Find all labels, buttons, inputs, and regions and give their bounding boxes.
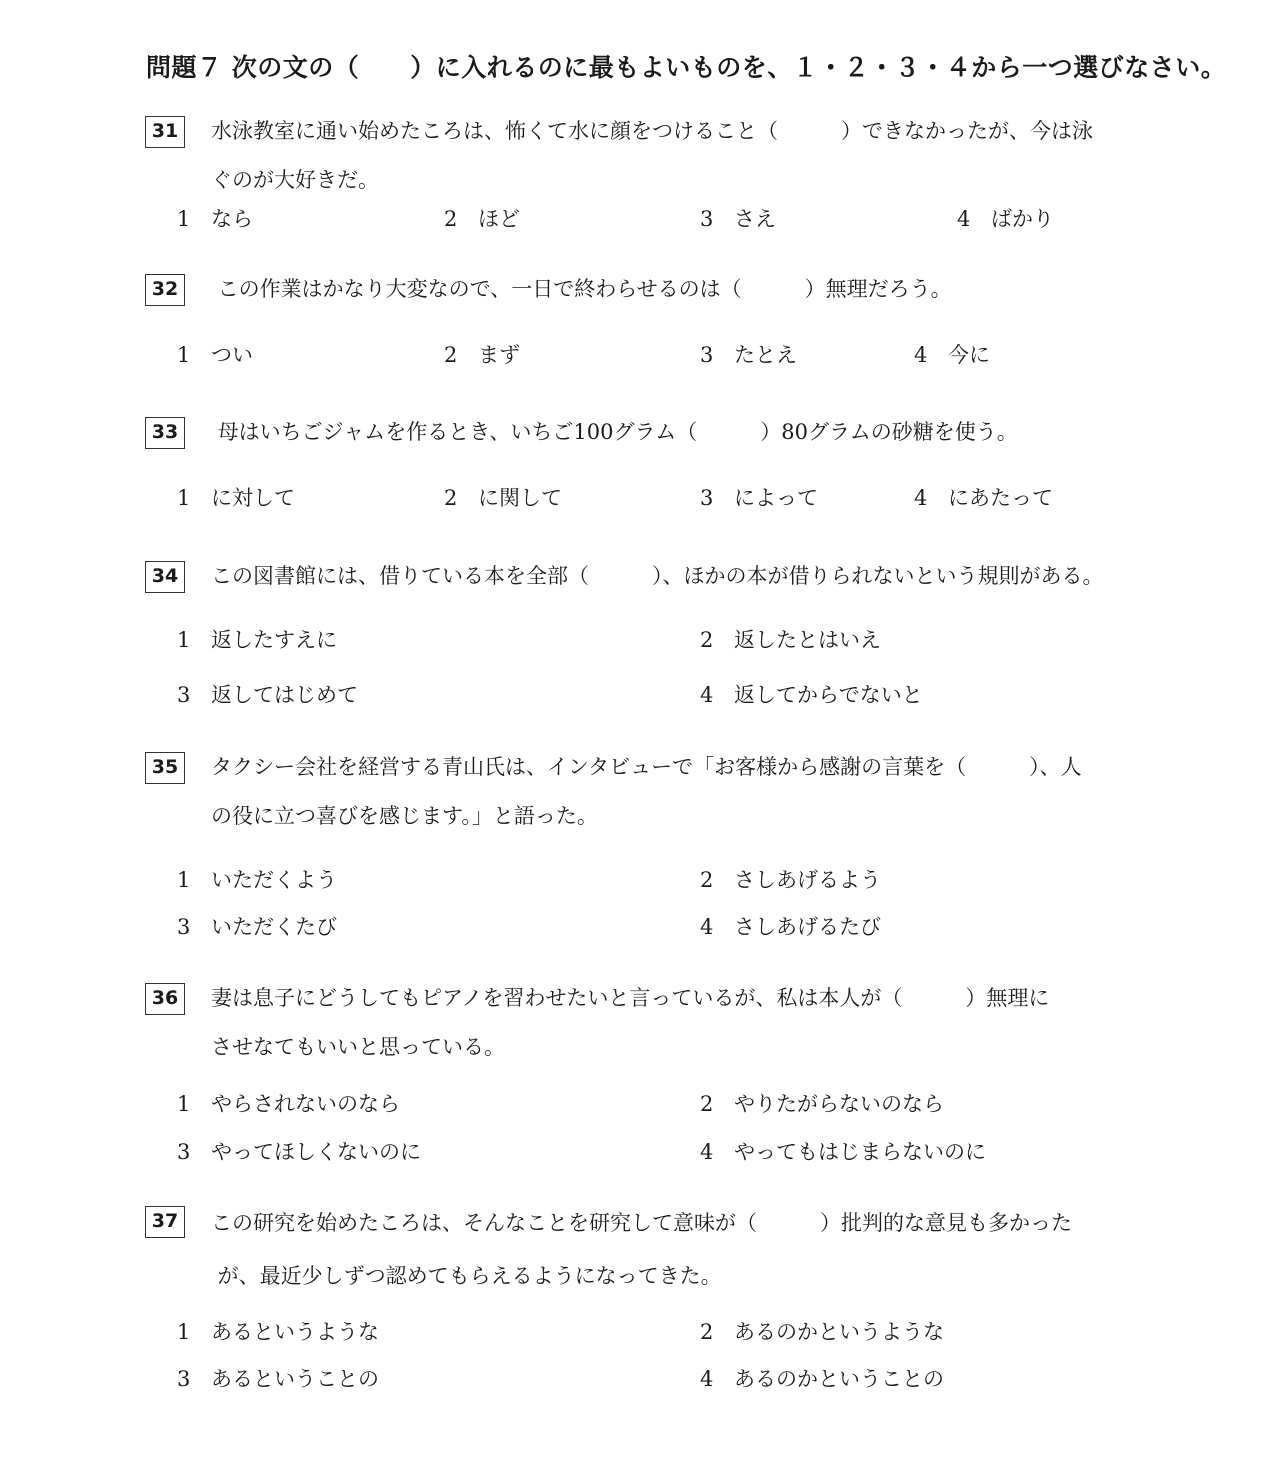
option[interactable] <box>700 864 881 894</box>
option[interactable] <box>700 482 818 512</box>
question-text <box>211 743 1156 841</box>
option-text: やってもはじまらないのに <box>734 1140 986 1164</box>
option[interactable] <box>177 679 358 709</box>
option[interactable] <box>957 203 1054 233</box>
option-number: 4 <box>700 683 714 707</box>
question-text <box>211 408 1156 457</box>
option-number: 2 <box>700 1320 714 1344</box>
option-text: やらされないのなら <box>211 1092 400 1116</box>
question-number: 31 <box>145 116 185 148</box>
question-line: 妻は息子にどうしてもピアノを習わせたいと言っているが、私は本人が（ ）無理に <box>211 986 1050 1010</box>
option-text: あるのかということの <box>734 1367 944 1391</box>
option-text: さしあげるよう <box>734 868 881 892</box>
option[interactable] <box>177 911 337 941</box>
option-text: に関して <box>478 486 562 510</box>
option-number: 3 <box>177 1367 191 1391</box>
question-line: させなてもいいと思っている。 <box>211 1035 505 1059</box>
option[interactable] <box>700 679 923 709</box>
option-number: 1 <box>177 486 191 510</box>
option-number: 4 <box>700 915 714 939</box>
option-text: にあたって <box>948 486 1053 510</box>
option-text: 返してはじめて <box>211 683 358 707</box>
option[interactable] <box>700 339 797 369</box>
option-number: 2 <box>444 343 458 367</box>
option-number: 1 <box>177 868 191 892</box>
option-number: 3 <box>700 207 714 231</box>
option-text: やりたがらないのなら <box>734 1092 944 1116</box>
option-number: 1 <box>177 628 191 652</box>
option-text: なら <box>211 207 253 231</box>
option[interactable] <box>700 911 881 941</box>
option-number: 2 <box>700 1092 714 1116</box>
question-text <box>211 1197 1156 1303</box>
option-number: 3 <box>700 343 714 367</box>
option-text: に対して <box>211 486 295 510</box>
option[interactable] <box>177 1363 379 1393</box>
option-text: まず <box>478 343 520 367</box>
option-number: 2 <box>444 486 458 510</box>
option[interactable] <box>700 624 881 654</box>
option[interactable] <box>177 1136 421 1166</box>
option-number: 3 <box>177 915 191 939</box>
option-text: いただくよう <box>211 868 337 892</box>
option-text: たとえ <box>734 343 797 367</box>
option[interactable] <box>177 864 337 894</box>
question-text <box>211 552 1156 601</box>
option[interactable] <box>914 482 1053 512</box>
question-line: この作業はかなり大変なので、一日で終わらせるのは（ ）無理だろう。 <box>211 277 952 301</box>
option[interactable] <box>700 203 776 233</box>
option-number: 2 <box>700 868 714 892</box>
option[interactable] <box>700 1136 986 1166</box>
option[interactable] <box>444 339 520 369</box>
option[interactable] <box>177 482 295 512</box>
option[interactable] <box>177 203 253 233</box>
option-number: 1 <box>177 1092 191 1116</box>
option-text: によって <box>734 486 818 510</box>
option-number: 3 <box>700 486 714 510</box>
option-number: 1 <box>177 207 191 231</box>
option-text: 返してからでないと <box>734 683 923 707</box>
option-text: あるのかというような <box>734 1320 944 1344</box>
question-text <box>211 974 1156 1072</box>
option[interactable] <box>177 624 337 654</box>
option-text: 返したとはいえ <box>734 628 881 652</box>
option-number: 4 <box>700 1140 714 1164</box>
option-number: 2 <box>700 628 714 652</box>
option[interactable] <box>177 339 253 369</box>
option-number: 3 <box>177 683 191 707</box>
option[interactable] <box>444 482 562 512</box>
option-number: 1 <box>177 343 191 367</box>
option-text: さしあげるたび <box>734 915 881 939</box>
option-text: やってほしくないのに <box>211 1140 421 1164</box>
option[interactable] <box>177 1088 400 1118</box>
option-text: 今に <box>948 343 990 367</box>
option[interactable] <box>700 1088 944 1118</box>
page-title: 問題７ 次の文の（ ）に入れるのに最もよいものを、１・２・３・４から一つ選びなさい。 <box>146 53 1227 82</box>
option-number: 3 <box>177 1140 191 1164</box>
option-number: 4 <box>914 486 928 510</box>
question-number: 34 <box>145 561 185 593</box>
option-number: 4 <box>957 207 971 231</box>
option-number: 1 <box>177 1320 191 1344</box>
question-line: ぐのが大好きだ。 <box>211 168 379 192</box>
question-number: 32 <box>145 274 185 306</box>
question-line: 水泳教室に通い始めたころは、怖くて水に顔をつけること（ ）できなかったが、今は泳 <box>211 119 1093 143</box>
option-text: あるというような <box>211 1320 379 1344</box>
option-number: 2 <box>444 207 458 231</box>
question-number: 33 <box>145 417 185 449</box>
question-text <box>211 107 1156 205</box>
question-line: この研究を始めたころは、そんなことを研究して意味が（ ）批判的な意見も多かった <box>211 1211 1072 1235</box>
question-line: タクシー会社を経営する青山氏は、インタビューで「お客様から感謝の言葉を（ ）、人 <box>211 755 1082 779</box>
option-text: 返したすえに <box>211 628 337 652</box>
option-text: ばかり <box>991 207 1054 231</box>
option[interactable] <box>914 339 990 369</box>
option-text: つい <box>211 343 253 367</box>
question-number: 35 <box>145 752 185 784</box>
option[interactable] <box>444 203 520 233</box>
option-text: さえ <box>734 207 776 231</box>
question-number: 36 <box>145 983 185 1015</box>
option[interactable] <box>700 1363 944 1393</box>
option[interactable] <box>177 1316 379 1346</box>
question-text <box>211 265 1156 314</box>
option-text: あるということの <box>211 1367 379 1391</box>
question-line: この図書館には、借りている本を全部（ ）、ほかの本が借りられないという規則がある。 <box>211 564 1104 588</box>
question-line: 母はいちごジャムを作るとき、いちご100グラム（ ）80グラムの砂糖を使う。 <box>211 420 1018 444</box>
option-text: ほど <box>478 207 520 231</box>
question-number: 37 <box>145 1206 185 1238</box>
option-text: いただくたび <box>211 915 337 939</box>
option-number: 4 <box>914 343 928 367</box>
question-line: の役に立つ喜びを感じます。」と語った。 <box>211 804 598 828</box>
option-number: 4 <box>700 1367 714 1391</box>
option[interactable] <box>700 1316 944 1346</box>
question-line: が、最近少しずつ認めてもらえるようになってきた。 <box>211 1264 722 1288</box>
